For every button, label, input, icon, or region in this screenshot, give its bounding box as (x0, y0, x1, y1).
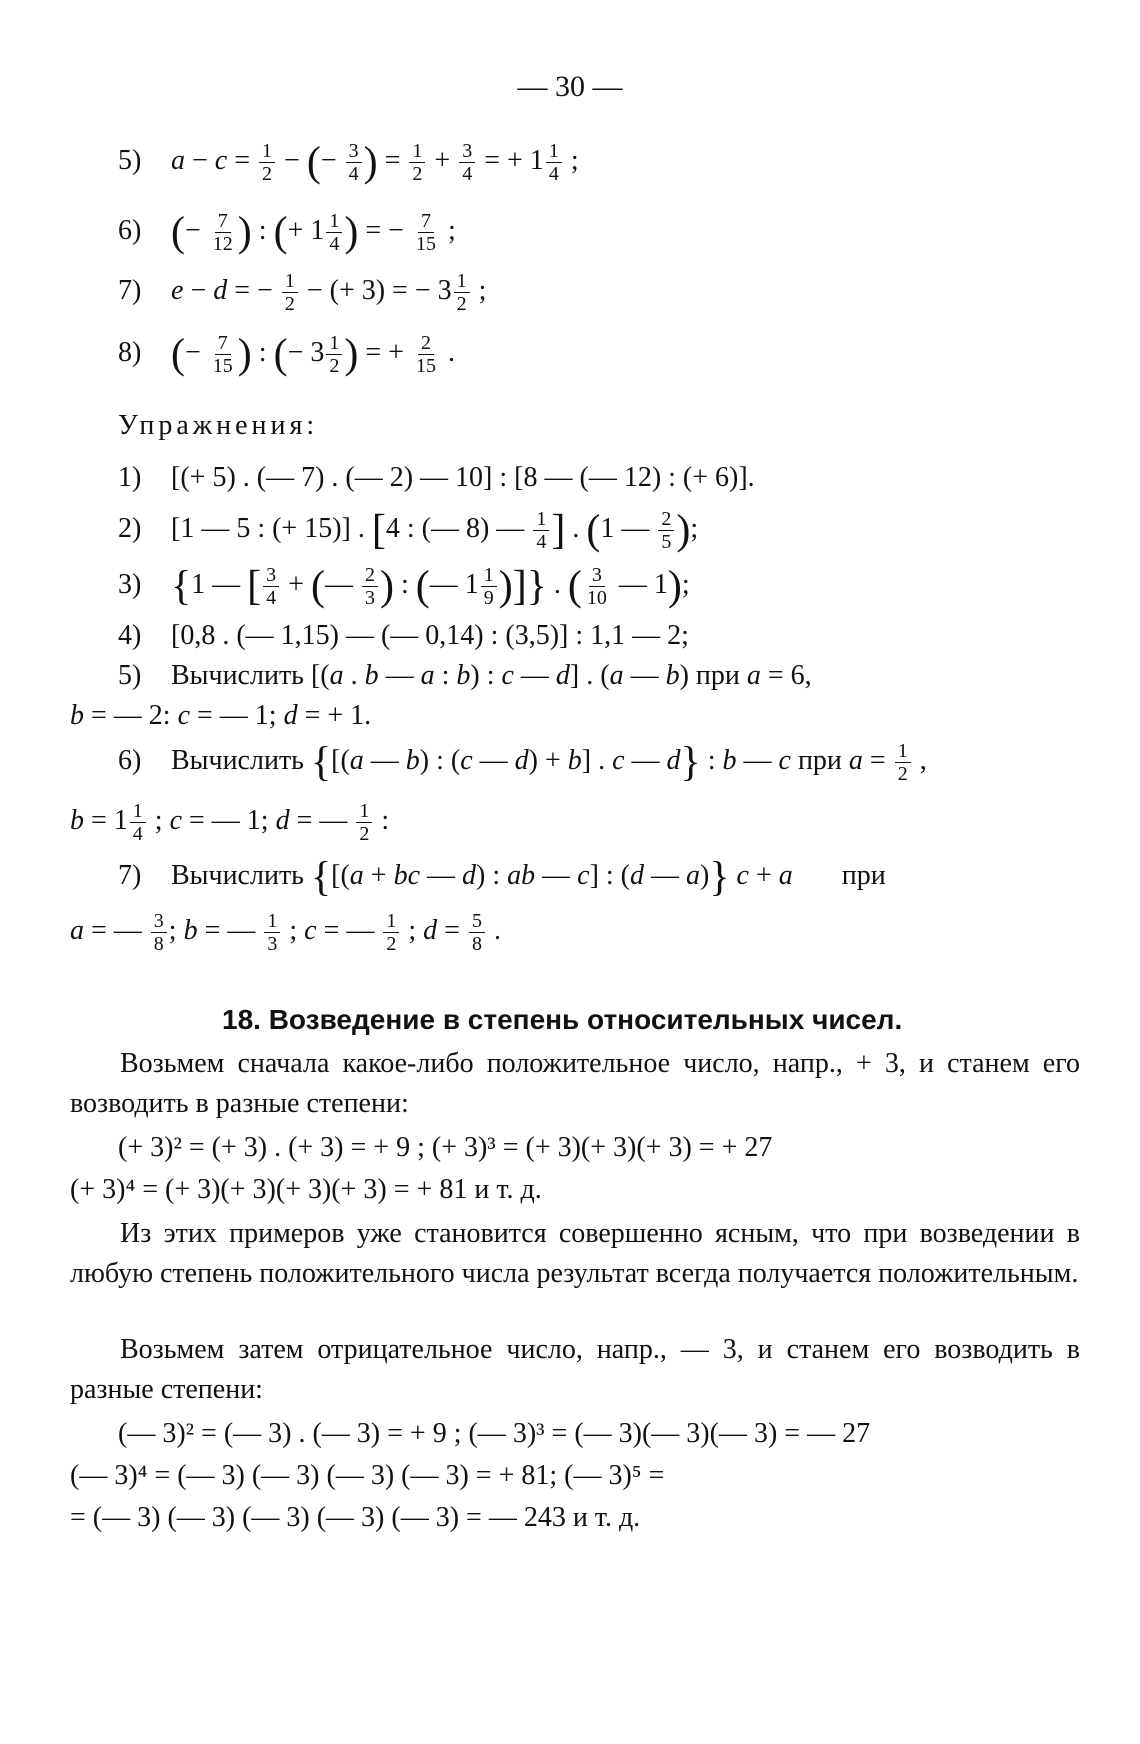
formula-1-line-1: (+ 3)² = (+ 3) . (+ 3) = + 9 ; (+ 3)³ = (+ 3)(+ 3)(+ 3) = + 27 (118, 1132, 773, 1163)
exercise-7-line-2: a = — $\frac{3}{8}$ ; b = — $\frac{1}{3}$ ; c = — $\frac{1}{2}$ ; d = $\frac{5}{8}$ . (70, 910, 501, 955)
formula-2-line-2: (— 3)⁴ = (— 3) (— 3) (— 3) (— 3) = + 81; (— 3)⁵ = (70, 1460, 665, 1491)
example-number: 6) (118, 214, 142, 246)
exercise-number: 2) (118, 512, 142, 544)
exercise-3: 3) {1 — [ $\frac{3}{4}$ + (— $\frac{2}{3}$ ) : (— 1 $\frac{1}{9}$ )]} . ( $\frac{3}{10}$ — 1); (118, 563, 690, 610)
exercise-2: 2) [1 — 5 : (+ 15)] . [4 : (— 8) — $\frac{1}{4}$ ] . (1 — $\frac{2}{5}$ ); (118, 507, 699, 554)
exercise-7-line-1: 7) Вычислить {[(a + bc — d) : ab — c] : (d — a)} c + a при (118, 854, 886, 901)
exercise-4: 4) [0,8 . (— 1,15) — (— 0,14) : (3,5)] : 1,1 — 2; (118, 616, 689, 656)
example-number: 7) (118, 274, 142, 306)
exercise-number: 1) (118, 462, 142, 493)
formula-2-line-3: = (— 3) (— 3) (— 3) (— 3) (— 3) = — 243 и т. д. (70, 1502, 641, 1533)
formula-2-line-1: (— 3)² = (— 3) . (— 3) = + 9 ; (— 3)³ = (— 3)(— 3)(— 3) = — 27 (118, 1418, 871, 1449)
paragraph-text: Возьмем затем отрицательное число, напр., — 3, и станем его возводить в разные степени: (70, 1334, 1080, 1405)
page-number: — 30 — (517, 70, 623, 103)
example-number: 8) (118, 336, 142, 368)
example-number: 5) (118, 144, 142, 176)
formula-1-line-2: (+ 3)⁴ = (+ 3)(+ 3)(+ 3)(+ 3) = + 81 и т. д. (70, 1174, 542, 1205)
paragraph-text: Возьмем сначала какое-либо положительное число, напр., + 3, и станем его возводить в разные степени: (70, 1048, 1080, 1119)
exercise-number: 3) (118, 568, 142, 600)
example-6: 6) (− $\frac{7}{12}$ ) : (+ 1 $\frac{1}{4}$ ) = − $\frac{7}{15}$ ; (118, 209, 456, 256)
exercise-6-line-2: b = 1 $\frac{1}{4}$ ; c = — 1; d = — $\frac{1}{2}$ : (70, 800, 390, 845)
example-5: 5) a − c = $\frac{1}{2}$ − (− $\frac{3}{4}$ ) = $\frac{1}{2}$ + $\frac{3}{4}$ = + 1 $\frac{1}{4}$ ; (118, 139, 579, 186)
example-7: 7) e − d = − $\frac{1}{2}$ − (+ 3) = − 3 $\frac{1}{2}$ ; (118, 270, 487, 315)
paragraph-3 (70, 1330, 1080, 1410)
exercise-number: 6) (118, 744, 142, 776)
exercises-title: Упражнения: (118, 410, 319, 441)
exercise-5-line-2: b = — 2: c = — 1; d = + 1. (70, 700, 372, 731)
paragraph-1 (70, 1044, 1080, 1124)
paragraph-2 (70, 1214, 1080, 1294)
exercise-5-line-1: 5) Вычислить [(a . b — a : b) : c — d] . (a — b) при a = 6, (118, 656, 812, 696)
exercise-1: 1) [(+ 5) . (— 7) . (— 2) — 10] : [8 — (— 12) : (+ 6)]. (118, 458, 755, 498)
exercise-number: 7) (118, 860, 142, 891)
exercise-number: 5) (118, 660, 142, 691)
example-8: 8) (− $\frac{7}{15}$ ) : (− 3 $\frac{1}{2}$ ) = + $\frac{2}{15}$ . (118, 331, 455, 378)
paragraph-text: Из этих примеров уже становится совершенно ясным, что при возведении в любую степень положительного числа результат всегда получается положительным. (70, 1218, 1080, 1289)
exercise-number: 4) (118, 620, 142, 651)
section-heading: 18. Возведение в степень относительных чисел. (222, 1004, 903, 1035)
exercise-6-line-1: 6) Вычислить {[(a — b) : (c — d) + b] . c — d} : b — c при a = $\frac{1}{2}$ , (118, 739, 927, 786)
